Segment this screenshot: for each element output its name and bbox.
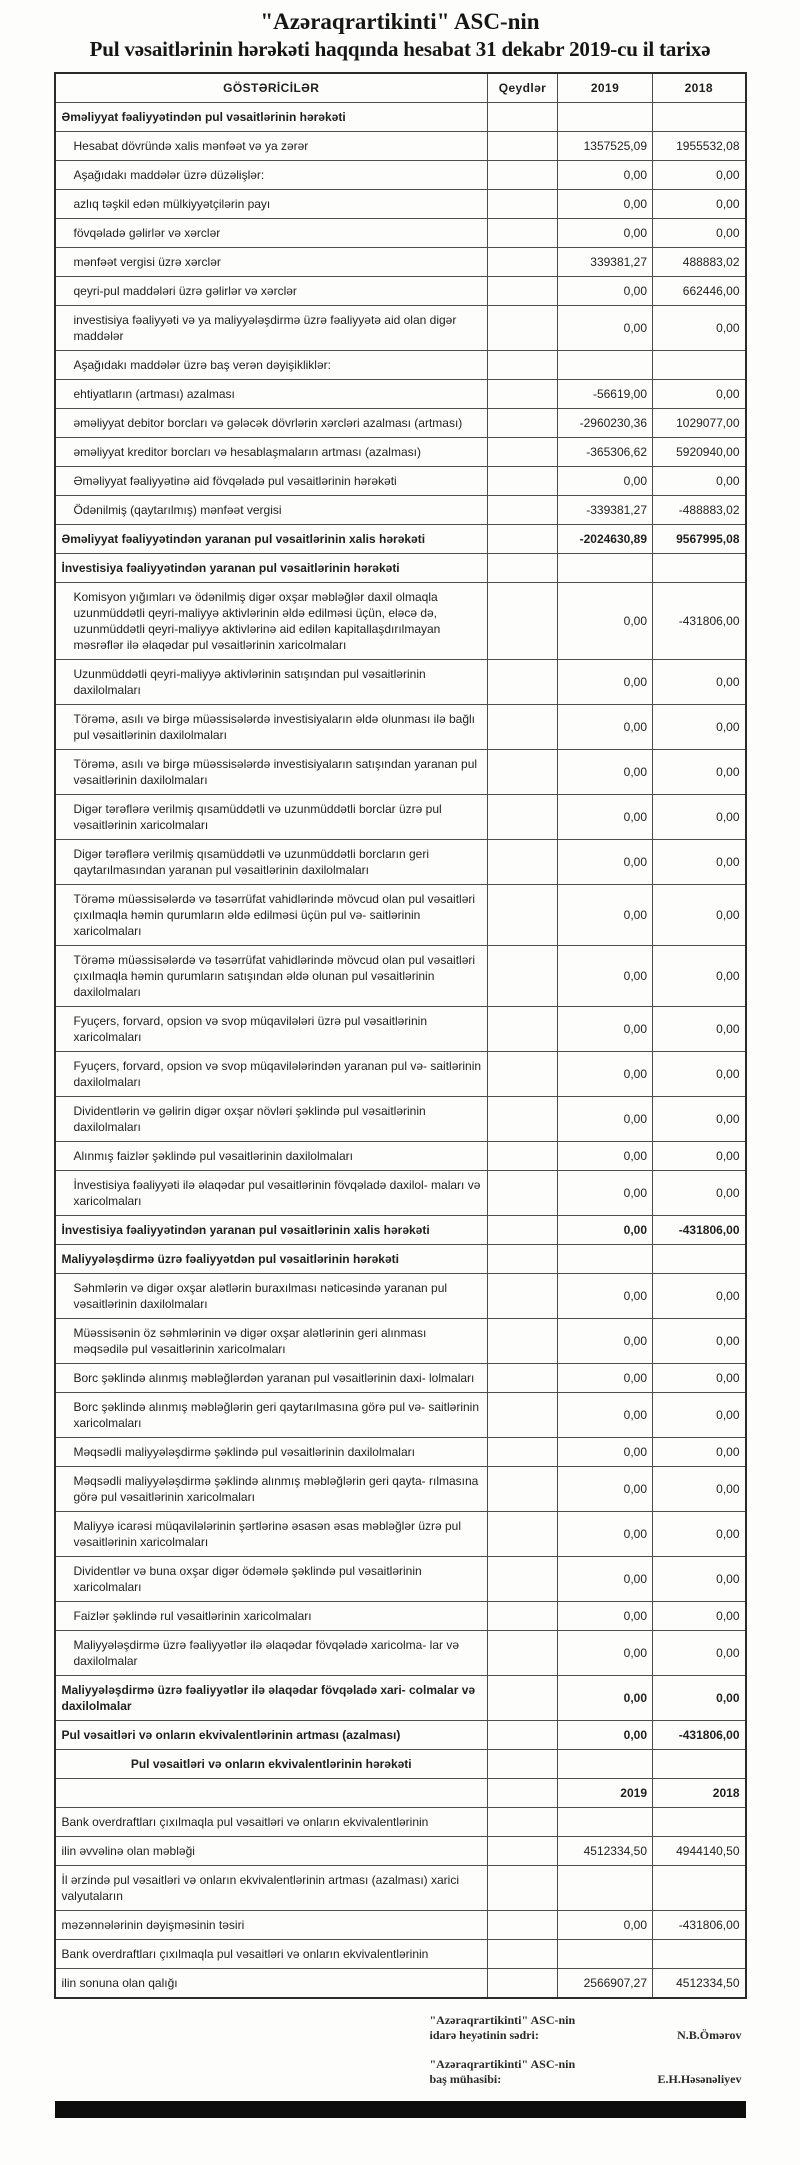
row-value-2018: 0,00 xyxy=(653,1274,746,1319)
row-notes xyxy=(488,1676,558,1721)
table-row xyxy=(55,1911,746,1940)
row-value-2018: 0,00 xyxy=(653,1602,746,1631)
row-notes xyxy=(488,409,558,438)
table-row xyxy=(55,1512,746,1557)
row-value-2019: 0,00 xyxy=(558,1216,653,1245)
row-value-2018: 9567995,08 xyxy=(653,525,746,554)
row-notes xyxy=(488,467,558,496)
row-value-2018: 0,00 xyxy=(653,1557,746,1602)
row-value-2019 xyxy=(558,554,653,583)
row-value-2018 xyxy=(653,1866,746,1911)
chairman-name: N.B.Ömərov xyxy=(677,2028,742,2042)
table-row xyxy=(55,583,746,660)
row-value-2018: 0,00 xyxy=(653,840,746,885)
row-label xyxy=(55,1779,488,1808)
table-row xyxy=(55,1750,746,1779)
table-row xyxy=(55,1097,746,1142)
row-value-2019: -365306,62 xyxy=(558,438,653,467)
chairman-label-line2: idarə heyətinin sədri: xyxy=(429,2028,539,2042)
row-notes xyxy=(488,705,558,750)
row-value-2018: 0,00 xyxy=(653,946,746,1007)
row-value-2019: 4512334,50 xyxy=(558,1837,653,1866)
table-row xyxy=(55,705,746,750)
table-row xyxy=(55,1438,746,1467)
row-label: Dividentlərin və gəlirin digər oxşar növləri şəklində pul vəsaitlərinin daxilolmaları xyxy=(55,1097,488,1142)
row-value-2019: 0,00 xyxy=(558,1364,653,1393)
row-value-2019: 0,00 xyxy=(558,161,653,190)
row-label: Alınmış faizlər şəklində pul vəsaitlərinin daxilolmaları xyxy=(55,1142,488,1171)
row-value-2018: 0,00 xyxy=(653,1142,746,1171)
row-notes xyxy=(488,351,558,380)
row-value-2019: 2566907,27 xyxy=(558,1969,653,1999)
row-label: İnvestisiya fəaliyyətindən yaranan pul vəsaitlərinin xalis hərəkəti xyxy=(55,1216,488,1245)
row-label: ilin əvvəlinə olan məbləği xyxy=(55,1837,488,1866)
row-label: Bank overdraftları çıxılmaqla pul vəsaitləri və onların ekvivalentlərinin xyxy=(55,1808,488,1837)
row-value-2018: 662446,00 xyxy=(653,277,746,306)
row-value-2018: -431806,00 xyxy=(653,583,746,660)
row-label: Dividentlər və buna oxşar digər ödəmələ şəklində pul vəsaitlərinin xaricolmaları xyxy=(55,1557,488,1602)
table-row xyxy=(55,1721,746,1750)
row-notes xyxy=(488,161,558,190)
row-value-2018: 0,00 xyxy=(653,795,746,840)
header-indicators: GÖSTƏRİCİLƏR xyxy=(55,73,488,103)
row-label: Fyuçers, forvard, opsion və svop müqavilələrindən yaranan pul və- saitlərinin daxilolmaları xyxy=(55,1052,488,1097)
row-notes xyxy=(488,1319,558,1364)
row-label: əməliyyat kreditor borcları və hesablaşmaların artması (azalması) xyxy=(55,438,488,467)
row-notes xyxy=(488,380,558,409)
row-notes xyxy=(488,1602,558,1631)
row-label: mənfəət vergisi üzrə xərclər xyxy=(55,248,488,277)
row-value-2018: 1955532,08 xyxy=(653,132,746,161)
row-notes xyxy=(488,1364,558,1393)
row-label: Törəmə müəssisələrdə və təsərrüfat vahidlərində mövcud olan pul vəsaitləri çıxılmaqla həmin qurumların əldə edilməsi üçün pul və- saitlərinin xaricolmaları xyxy=(55,885,488,946)
table-header-row xyxy=(55,73,746,103)
row-notes xyxy=(488,1438,558,1467)
row-notes xyxy=(488,554,558,583)
row-value-2019: 0,00 xyxy=(558,1319,653,1364)
row-notes xyxy=(488,103,558,132)
row-label: Uzunmüddətli qeyri-maliyyə aktivlərinin satışından pul vəsaitlərinin daxilolmaları xyxy=(55,660,488,705)
table-row xyxy=(55,103,746,132)
row-value-2018: -431806,00 xyxy=(653,1721,746,1750)
signature-row-chairman xyxy=(55,2013,746,2043)
row-value-2019: 0,00 xyxy=(558,190,653,219)
row-value-2019: 0,00 xyxy=(558,1557,653,1602)
table-row xyxy=(55,1808,746,1837)
row-value-2018: 0,00 xyxy=(653,1097,746,1142)
row-label: Fyuçers, forvard, opsion və svop müqavilələri üzrə pul vəsaitlərinin xaricolmaları xyxy=(55,1007,488,1052)
header-2018: 2018 xyxy=(653,73,746,103)
row-value-2019: 0,00 xyxy=(558,467,653,496)
row-value-2018 xyxy=(653,103,746,132)
table-row xyxy=(55,1940,746,1969)
row-value-2019: 0,00 xyxy=(558,1631,653,1676)
table-row xyxy=(55,1969,746,1999)
row-notes xyxy=(488,1866,558,1911)
row-label: fövqəladə gəlirlər və xərclər xyxy=(55,219,488,248)
row-notes xyxy=(488,525,558,554)
row-value-2018 xyxy=(653,351,746,380)
row-value-2019: 0,00 xyxy=(558,306,653,351)
page-title xyxy=(0,0,800,62)
table-row xyxy=(55,409,746,438)
row-label: Borc şəklində alınmış məbləğlərdən yaranan pul vəsaitlərinin daxi- lolmaları xyxy=(55,1364,488,1393)
row-notes xyxy=(488,1940,558,1969)
row-value-2018 xyxy=(653,1245,746,1274)
row-value-2019 xyxy=(558,1750,653,1779)
row-notes xyxy=(488,795,558,840)
table-row xyxy=(55,1216,746,1245)
row-notes xyxy=(488,1750,558,1779)
row-notes xyxy=(488,1557,558,1602)
table-row xyxy=(55,467,746,496)
row-label: Borc şəklində alınmış məbləğlərin geri qaytarılmasına görə pul və- saitlərinin xaricolmaları xyxy=(55,1393,488,1438)
row-value-2018: 0,00 xyxy=(653,885,746,946)
row-value-2019 xyxy=(558,103,653,132)
row-value-2018: 0,00 xyxy=(653,705,746,750)
table-row xyxy=(55,885,746,946)
row-value-2019 xyxy=(558,1808,653,1837)
row-label: Digər tərəflərə verilmiş qısamüddətli və uzunmüddətli borclar üzrə pul vəsaitlərinin xaricolmaları xyxy=(55,795,488,840)
row-value-2019: 0,00 xyxy=(558,840,653,885)
row-value-2019: 0,00 xyxy=(558,705,653,750)
row-label: İl ərzində pul vəsaitləri və onların ekvivalentlərinin artması (azalması) xarici valyutaların xyxy=(55,1866,488,1911)
row-notes xyxy=(488,583,558,660)
row-value-2018: 5920940,00 xyxy=(653,438,746,467)
table-row xyxy=(55,1631,746,1676)
table-row xyxy=(55,525,746,554)
row-value-2019: 0,00 xyxy=(558,219,653,248)
row-label: Törəmə, asılı və birgə müəssisələrdə investisiyaların əldə olunması ilə bağlı pul vəsaitlərinin daxilolmaları xyxy=(55,705,488,750)
table-row xyxy=(55,1171,746,1216)
row-label: Maliyyələşdirmə üzrə fəaliyyətdən pul vəsaitlərinin hərəkəti xyxy=(55,1245,488,1274)
chairman-label xyxy=(430,2013,620,2043)
row-value-2019 xyxy=(558,1940,653,1969)
table-row xyxy=(55,1467,746,1512)
row-value-2019 xyxy=(558,351,653,380)
row-label: Əməliyyat fəaliyyətinə aid fövqəladə pul vəsaitlərinin hərəkəti xyxy=(55,467,488,496)
row-label: Hesabat dövründə xalis mənfəət və ya zərər xyxy=(55,132,488,161)
row-value-2018: 4512334,50 xyxy=(653,1969,746,1999)
statement-table-body xyxy=(55,103,746,1999)
row-notes xyxy=(488,306,558,351)
row-value-2019: 0,00 xyxy=(558,1512,653,1557)
row-label: Məqsədli maliyyələşdirmə şəklində pul vəsaitlərinin daxilolmaları xyxy=(55,1438,488,1467)
accountant-label-line2: baş mühasibi: xyxy=(429,2072,502,2086)
table-row xyxy=(55,946,746,1007)
scan-bottom-bar xyxy=(55,2101,746,2118)
header-notes: Qeydlər xyxy=(488,73,558,103)
row-label: ehtiyatların (artması) azalması xyxy=(55,380,488,409)
row-label: əməliyyat debitor borcları və gələcək dövrlərin xərcləri azalması (artması) xyxy=(55,409,488,438)
row-notes xyxy=(488,277,558,306)
row-label: Törəmə, asılı və birgə müəssisələrdə investisiyaların satışından yaranan pul vəsaitlərinin daxilolmaları xyxy=(55,750,488,795)
row-value-2018: 0,00 xyxy=(653,750,746,795)
row-label: Aşağıdakı maddələr üzrə baş verən dəyişikliklər: xyxy=(55,351,488,380)
table-row xyxy=(55,380,746,409)
row-value-2019: 0,00 xyxy=(558,1676,653,1721)
table-row xyxy=(55,1866,746,1911)
row-notes xyxy=(488,1779,558,1808)
row-notes xyxy=(488,1142,558,1171)
table-row xyxy=(55,161,746,190)
row-notes xyxy=(488,1171,558,1216)
row-value-2018: 1029077,00 xyxy=(653,409,746,438)
row-label: Faizlər şəklində rul vəsaitlərinin xaricolmaları xyxy=(55,1602,488,1631)
table-row xyxy=(55,1393,746,1438)
row-value-2018 xyxy=(653,1808,746,1837)
page-title-line2: Pul vəsaitlərinin hərəkəti haqqında hesabat 31 dekabr 2019-cu il tarixə xyxy=(89,37,711,61)
row-value-2019: 0,00 xyxy=(558,1602,653,1631)
table-row xyxy=(55,1837,746,1866)
row-value-2019: 0,00 xyxy=(558,750,653,795)
table-row xyxy=(55,1245,746,1274)
signature-block xyxy=(55,2013,746,2087)
accountant-name: E.H.Həsənəliyev xyxy=(657,2072,742,2086)
row-value-2018: 0,00 xyxy=(653,1052,746,1097)
row-value-2019: 0,00 xyxy=(558,660,653,705)
row-value-2018: 0,00 xyxy=(653,190,746,219)
table-row xyxy=(55,306,746,351)
row-label: Müəssisənin öz səhmlərinin və digər oxşar alətlərinin geri alınması məqsədilə pul vəsaitlərinin xaricolmaları xyxy=(55,1319,488,1364)
page-title-line1: "Azəraqrartikinti" ASC-nin xyxy=(260,9,540,34)
cash-flow-statement-table xyxy=(54,72,747,1999)
table-row xyxy=(55,1274,746,1319)
row-value-2018: 4944140,50 xyxy=(653,1837,746,1866)
row-notes xyxy=(488,496,558,525)
row-notes xyxy=(488,885,558,946)
table-row xyxy=(55,840,746,885)
row-value-2019: 0,00 xyxy=(558,885,653,946)
row-label: Komisyon yığımları və ödənilmiş digər oxşar məbləğlər daxil olmaqla uzunmüddətli qeyri-maliyyə aktivlərinin əldə edilməsi üçün, eləcə də, uzunmüddətli qeyri-maliyyə aktivlərinə aid edilən kapitallaşdırılmayan məsrəflər ilə əlaqədar pul vəsaitlərinin xaricolmaları xyxy=(55,583,488,660)
row-label: Əməliyyat fəaliyyətindən pul vəsaitlərinin hərəkəti xyxy=(55,103,488,132)
row-notes xyxy=(488,132,558,161)
table-row xyxy=(55,132,746,161)
row-value-2019: -2024630,89 xyxy=(558,525,653,554)
row-value-2019: 0,00 xyxy=(558,1097,653,1142)
row-value-2018: 0,00 xyxy=(653,1438,746,1467)
row-value-2018 xyxy=(653,554,746,583)
row-label: Maliyyə icarəsi müqavilələrinin şərtlərinə əsasən əsas məbləğlər üzrə pul vəsaitlərinin xaricolmaları xyxy=(55,1512,488,1557)
accountant-label xyxy=(430,2057,620,2087)
table-row xyxy=(55,1557,746,1602)
row-label: qeyri-pul maddələri üzrə gəlirlər və xərclər xyxy=(55,277,488,306)
row-value-2018: 2018 xyxy=(653,1779,746,1808)
row-value-2018: 0,00 xyxy=(653,1631,746,1676)
table-row xyxy=(55,190,746,219)
table-row xyxy=(55,1007,746,1052)
table-row xyxy=(55,1142,746,1171)
table-row xyxy=(55,438,746,467)
row-value-2019: 0,00 xyxy=(558,795,653,840)
row-value-2019: -56619,00 xyxy=(558,380,653,409)
row-value-2018: 0,00 xyxy=(653,1393,746,1438)
row-value-2018: 0,00 xyxy=(653,1467,746,1512)
row-value-2018: 0,00 xyxy=(653,219,746,248)
table-row xyxy=(55,660,746,705)
row-value-2018: 0,00 xyxy=(653,380,746,409)
row-value-2019: 0,00 xyxy=(558,277,653,306)
row-value-2018: -431806,00 xyxy=(653,1911,746,1940)
row-value-2018: -431806,00 xyxy=(653,1216,746,1245)
row-label: ilin sonuna olan qalığı xyxy=(55,1969,488,1999)
row-label: Maliyyələşdirmə üzrə fəaliyyətlər ilə əlaqədar fövqəladə xari- colmalar və daxilolmalar xyxy=(55,1676,488,1721)
row-value-2018: 0,00 xyxy=(653,660,746,705)
row-notes xyxy=(488,1808,558,1837)
row-label: məzənnələrinin dəyişməsinin təsiri xyxy=(55,1911,488,1940)
signature-row-accountant xyxy=(55,2057,746,2087)
row-label: Digər tərəflərə verilmiş qısamüddətli və uzunmüddətli borcların geri qaytarılmasından yaranan pul vəsaitlərinin daxilolmaları xyxy=(55,840,488,885)
row-value-2018 xyxy=(653,1750,746,1779)
table-row xyxy=(55,1602,746,1631)
row-notes xyxy=(488,1274,558,1319)
accountant-label-line1: "Azəraqrartikinti" ASC-nin xyxy=(429,2057,576,2071)
row-value-2019: -339381,27 xyxy=(558,496,653,525)
row-label: Maliyyələşdirmə üzrə fəaliyyətlər ilə əlaqədar fövqəladə xaricolma- lar və daxilolmalar xyxy=(55,1631,488,1676)
row-label: azlıq təşkil edən mülkiyyətçilərin payı xyxy=(55,190,488,219)
row-label: Bank overdraftları çıxılmaqla pul vəsaitləri və onların ekvivalentlərinin xyxy=(55,1940,488,1969)
row-notes xyxy=(488,1512,558,1557)
row-label: investisiya fəaliyyəti və ya maliyyələşdirmə üzrə fəaliyyətə aid olan digər maddələr xyxy=(55,306,488,351)
row-notes xyxy=(488,946,558,1007)
row-value-2019: 0,00 xyxy=(558,946,653,1007)
row-notes xyxy=(488,660,558,705)
row-value-2018: 0,00 xyxy=(653,1676,746,1721)
row-label: İnvestisiya fəaliyyəti ilə əlaqədar pul vəsaitlərinin fövqəladə daxilol- maları və xaricolmaları xyxy=(55,1171,488,1216)
row-value-2019: 2019 xyxy=(558,1779,653,1808)
row-label: Ödənilmiş (qaytarılmış) mənfəət vergisi xyxy=(55,496,488,525)
row-label: Aşağıdakı maddələr üzrə düzəlişlər: xyxy=(55,161,488,190)
row-value-2019: 0,00 xyxy=(558,1467,653,1512)
row-value-2019: -2960230,36 xyxy=(558,409,653,438)
table-row xyxy=(55,248,746,277)
row-value-2018 xyxy=(653,1940,746,1969)
row-value-2019 xyxy=(558,1866,653,1911)
table-row xyxy=(55,750,746,795)
row-value-2019: 0,00 xyxy=(558,583,653,660)
row-value-2019: 0,00 xyxy=(558,1911,653,1940)
row-notes xyxy=(488,1911,558,1940)
row-notes xyxy=(488,1969,558,1999)
row-label: Pul vəsaitləri və onların ekvivalentlərinin artması (azalması) xyxy=(55,1721,488,1750)
row-notes xyxy=(488,219,558,248)
row-value-2018: 0,00 xyxy=(653,1319,746,1364)
table-row xyxy=(55,1676,746,1721)
table-row xyxy=(55,795,746,840)
row-value-2018: 0,00 xyxy=(653,1171,746,1216)
row-notes xyxy=(488,1467,558,1512)
table-row xyxy=(55,277,746,306)
table-row xyxy=(55,496,746,525)
row-value-2019: 339381,27 xyxy=(558,248,653,277)
table-row xyxy=(55,351,746,380)
row-value-2019: 0,00 xyxy=(558,1721,653,1750)
row-value-2019: 0,00 xyxy=(558,1052,653,1097)
row-value-2018: 0,00 xyxy=(653,467,746,496)
row-notes xyxy=(488,1007,558,1052)
table-row xyxy=(55,554,746,583)
row-notes xyxy=(488,1393,558,1438)
table-row xyxy=(55,1052,746,1097)
row-value-2018: 488883,02 xyxy=(653,248,746,277)
row-notes xyxy=(488,750,558,795)
row-value-2018: 0,00 xyxy=(653,161,746,190)
table-row xyxy=(55,1364,746,1393)
table-row xyxy=(55,1779,746,1808)
row-label: Səhmlərin və digər oxşar alətlərin buraxılması nəticəsində yaranan pul vəsaitlərinin daxilolmaları xyxy=(55,1274,488,1319)
row-label: İnvestisiya fəaliyyətindən yaranan pul vəsaitlərinin hərəkəti xyxy=(55,554,488,583)
row-notes xyxy=(488,190,558,219)
row-label: Əməliyyat fəaliyyətindən yaranan pul vəsaitlərinin xalis hərəkəti xyxy=(55,525,488,554)
row-notes xyxy=(488,1721,558,1750)
row-notes xyxy=(488,1052,558,1097)
row-value-2019: 0,00 xyxy=(558,1142,653,1171)
table-row xyxy=(55,219,746,248)
row-value-2019: 0,00 xyxy=(558,1171,653,1216)
row-value-2018: -488883,02 xyxy=(653,496,746,525)
row-notes xyxy=(488,1097,558,1142)
row-value-2019: 0,00 xyxy=(558,1007,653,1052)
row-notes xyxy=(488,1837,558,1866)
row-value-2019: 1357525,09 xyxy=(558,132,653,161)
row-value-2019 xyxy=(558,1245,653,1274)
row-label: Pul vəsaitləri və onların ekvivalentlərinin hərəkəti xyxy=(55,1750,488,1779)
row-label: Məqsədli maliyyələşdirmə şəklində alınmış məbləğlərin geri qayta- rılmasına görə pul vəsaitlərinin xaricolmaları xyxy=(55,1467,488,1512)
row-notes xyxy=(488,1631,558,1676)
row-notes xyxy=(488,1216,558,1245)
chairman-label-line1: "Azəraqrartikinti" ASC-nin xyxy=(429,2013,576,2027)
row-value-2018: 0,00 xyxy=(653,1364,746,1393)
row-notes xyxy=(488,840,558,885)
header-2019: 2019 xyxy=(558,73,653,103)
row-value-2019: 0,00 xyxy=(558,1274,653,1319)
row-value-2018: 0,00 xyxy=(653,306,746,351)
row-value-2018: 0,00 xyxy=(653,1007,746,1052)
row-value-2019: 0,00 xyxy=(558,1438,653,1467)
row-value-2018: 0,00 xyxy=(653,1512,746,1557)
row-notes xyxy=(488,438,558,467)
row-label: Törəmə müəssisələrdə və təsərrüfat vahidlərində mövcud olan pul vəsaitləri çıxılmaqla həmin qurumların satışından əldə olunan pul vəsaitlərinin daxilolmaları xyxy=(55,946,488,1007)
row-value-2019: 0,00 xyxy=(558,1393,653,1438)
table-row xyxy=(55,1319,746,1364)
row-notes xyxy=(488,1245,558,1274)
row-notes xyxy=(488,248,558,277)
